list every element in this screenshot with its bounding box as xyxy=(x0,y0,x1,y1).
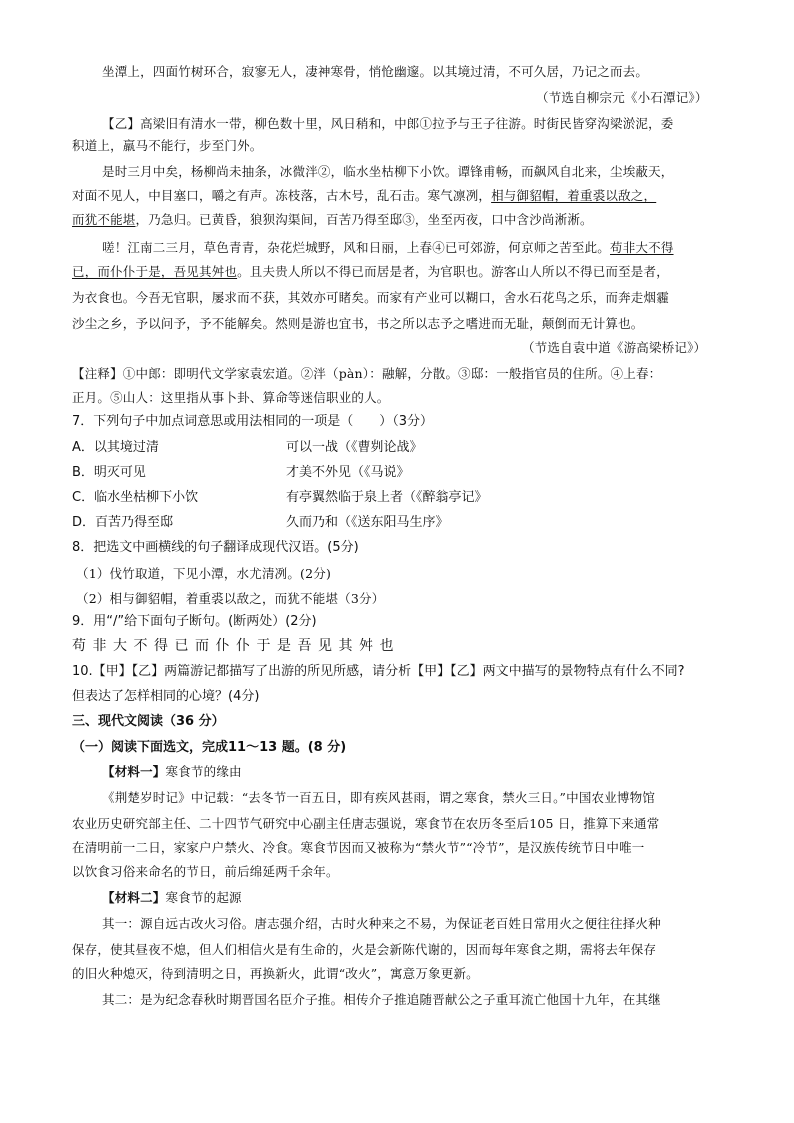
passage-yi-line: 【乙】高梁旧有清水一带，柳色数十里，风日稍和，中郎①拉予与王子往游。时街民皆穿沟梁淤泥，委 xyxy=(102,116,674,131)
question-9-stem: 9．用“/”给下面句子断句。(断两处）(2分) xyxy=(72,614,317,629)
material-2-heading xyxy=(102,890,242,906)
question-7-option-c-compare: 有亭翼然临于泉上者（《醉翁亭记》 xyxy=(286,490,488,505)
passage-yi-line-with-underline xyxy=(102,240,674,256)
passage-text: 对面不见人，中目塞口，嚼之有声。冻枝落，古木号，乱石击。寒气凛冽， xyxy=(72,188,492,203)
material-label: 【材料一】 xyxy=(102,764,166,779)
material-1-line: 农业历史研究部主任、二十四节气研究中心副主任唐志强说，寒食节在农历冬至后105 日，推算下来通常 xyxy=(72,816,660,831)
underlined-sentence: 苟非大不得 xyxy=(610,240,674,255)
passage-yi-line-with-underline xyxy=(72,212,593,228)
question-7-option-d: D．百苦乃得至邸 xyxy=(72,515,174,530)
material-title: 寒食节的起源 xyxy=(165,890,242,905)
question-10-line: 10.【甲】【乙】两篇游记都描写了出游的所见所感，请分析【甲】【乙】两文中描写的景物特点有什么不同? xyxy=(72,664,685,679)
passage-yi-source: （节选自袁中道《游高梁桥记》） xyxy=(522,340,707,355)
question-7-option-a-compare: 可以一战（《曹刿论战》 xyxy=(286,440,423,455)
question-8-stem: 8．把选文中画横线的句子翻译成现代汉语。(5分) xyxy=(72,540,359,555)
annotation-line: 正月。⑤山人：这里指从事卜卦、算命等迷信职业的人。 xyxy=(72,390,390,405)
material-1-line: 《荆楚岁时记》中记载：“去冬节一百五日，即有疾风甚雨，谓之寒食，禁火三日。”中国农业博物馆 xyxy=(102,790,656,805)
material-2-line: 保存，使其昼夜不熄，但人们相信火是有生命的，火是会新陈代谢的，因而每年寒食之期，需将去年保存 xyxy=(72,942,657,957)
material-2-line: 的旧火种熄灭，待到清明之日，再换新火，此谓“改火”，寓意万象更新。 xyxy=(72,966,479,981)
question-10-line: 但表达了怎样相同的心境？(4分) xyxy=(72,689,260,704)
underlined-sentence: 相与御貂帽，着重裘以敌之， xyxy=(491,188,657,203)
question-8-sentence-2: （2）相与御貂帽，着重裘以敌之，而犹不能堪（3分） xyxy=(76,591,385,606)
question-9-sentence: 苟非大不得已而仆仆于是吾见其舛也 xyxy=(72,638,400,654)
passage-text: 嗟！江南二三月，草色青青，杂花烂城野，风和日丽，上春④已可郊游，何京师之苦至此。 xyxy=(102,240,611,255)
passage-yi-line: 积道上，羸马不能行，步至门外。 xyxy=(72,138,263,153)
subsection-title: （一）阅读下面选文，完成11～13 题。(8 分) xyxy=(72,740,347,755)
passage-jia-line: 坐潭上，四面竹树环合，寂寥无人，凄神寒骨，悄怆幽邃。以其境过清，不可久居，乃记之而去。 xyxy=(102,64,649,79)
annotation-line: 【注释】①中郎：即明代文学家袁宏道。②泮（pàn）：融解，分散。③邸：一般指官员的住所。④上春： xyxy=(72,366,662,381)
material-1-line: 以饮食习俗来命名的节日，前后绵延两千余年。 xyxy=(72,864,339,879)
material-2-line: 其二：是为纪念春秋时期晋国名臣介子推。相传介子推追随晋献公之子重耳流亡他国十九年，在其继 xyxy=(102,992,661,1007)
passage-yi-line-with-underline xyxy=(72,188,656,204)
question-7-stem: 7．下列句子中加点词意思或用法相同的一项是（ ）（3分） xyxy=(72,414,434,429)
question-7-option-b: B．明灭可见 xyxy=(72,465,146,480)
section-title: 三、现代文阅读（36 分） xyxy=(72,714,225,729)
question-7-option-b-compare: 才美不外见（《马说》 xyxy=(286,465,410,480)
question-7-option-c: C．临水坐枯柳下小饮 xyxy=(72,490,199,505)
material-1-line: 在清明前一二日，家家户户禁火、冷食。寒食节因而又被称为“禁火节”“冷节”，是汉族传统节日中唯一 xyxy=(72,840,645,855)
passage-yi-line: 是时三月中矣，杨柳尚未抽条，冰微泮②，临水坐枯柳下小饮。谭锋甫畅，而飙风自北来，尘埃蔽天， xyxy=(102,164,674,179)
underlined-sentence: 已，而仆仆于是，吾见其舛也 xyxy=(72,264,238,279)
passage-yi-line: 为衣食也。今吾无官职，屡求而不获，其效亦可睹矣。而家有产业可以糊口，舍水石花鸟之乐，而奔走烟霾 xyxy=(72,290,669,305)
material-label: 【材料二】 xyxy=(102,890,166,905)
material-title: 寒食节的缘由 xyxy=(165,764,242,779)
material-2-line: 其一：源自远古改火习俗。唐志强介绍，古时火种来之不易，为保证老百姓日常用火之便往往择火种 xyxy=(102,916,661,931)
question-7-option-a: A．以其境过清 xyxy=(72,440,159,455)
passage-yi-line: 沙尘之乡，予以问予，予不能解矣。然则是游也宜书，书之所以志予之嗜进而无耻，颠倒而无计算也。 xyxy=(72,316,644,331)
underlined-sentence: 而犹不能堪 xyxy=(72,212,136,227)
question-7-option-d-compare: 久而乃和（《送东阳马生序》 xyxy=(286,515,449,530)
material-1-heading xyxy=(102,764,242,780)
passage-yi-line-with-underline xyxy=(72,264,669,280)
passage-jia-source: （节选自柳宗元《小石潭记》） xyxy=(536,90,708,105)
passage-text: ，乃急归。已黄昏，狼狈沟渠间，百苦乃得至邸③，坐至丙夜，口中含沙尚淅淅。 xyxy=(135,212,593,227)
passage-text: 。且夫贵人所以不得已而居是者，为官职也。游客山人所以不得已而至是者， xyxy=(237,264,669,279)
question-8-sentence-1: （1）伐竹取道，下见小潭，水尤清冽。(2分) xyxy=(76,566,332,581)
